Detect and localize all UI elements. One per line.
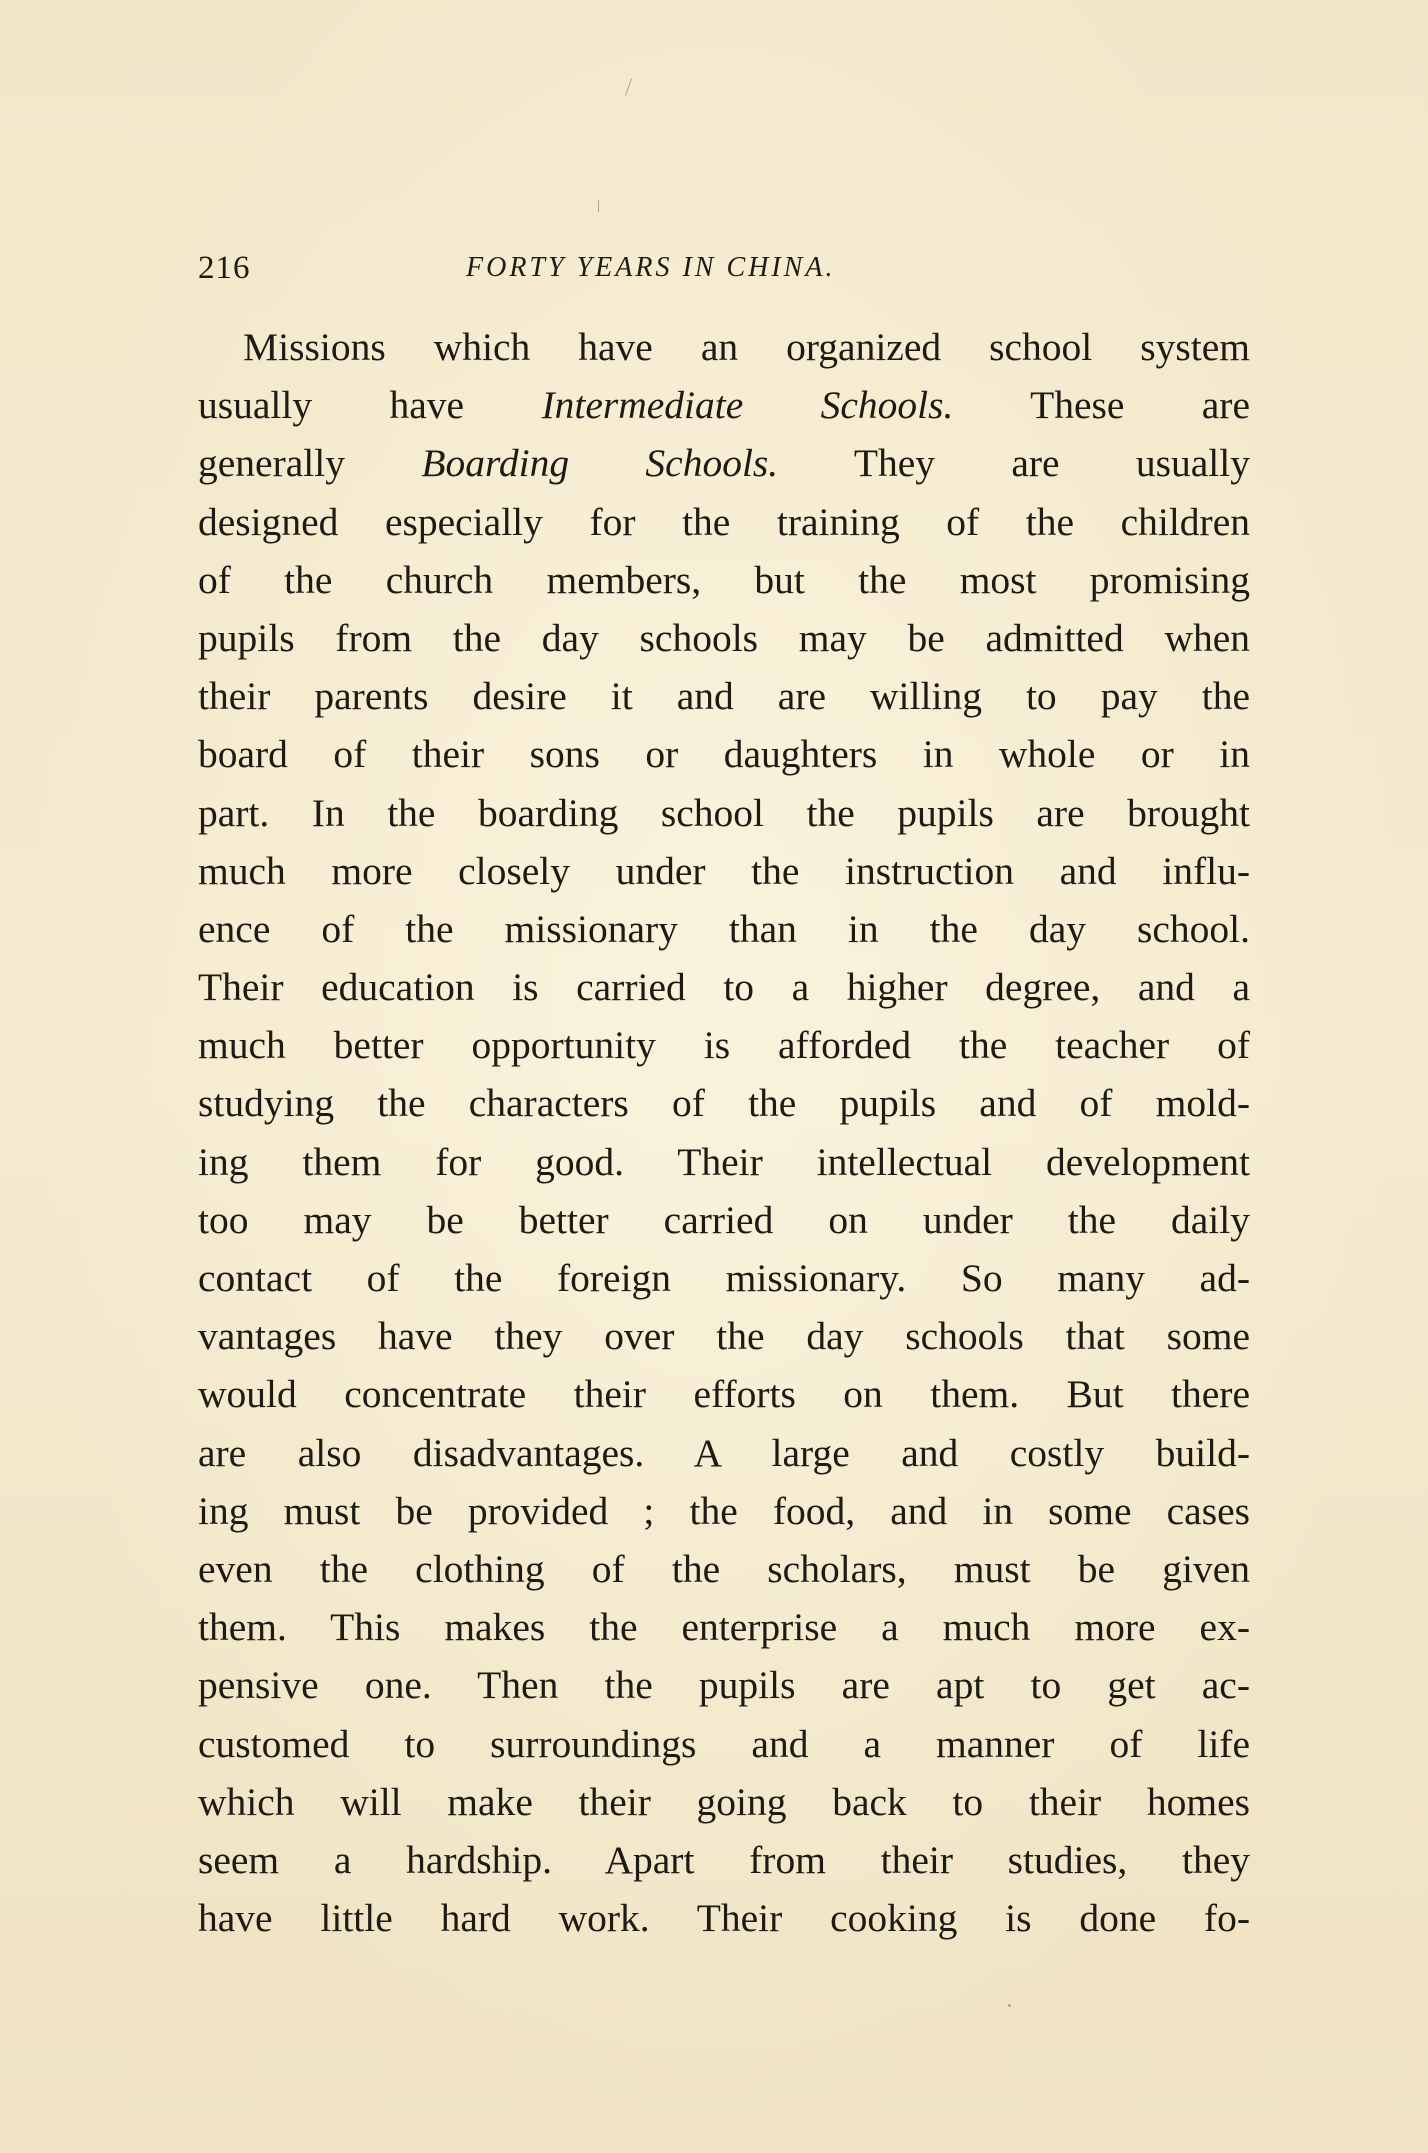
text-line: too may be better carried on under the daily	[198, 1197, 1250, 1242]
text-line: much more closely under the instruction and influ-	[198, 848, 1250, 893]
text-line: board of their sons or daughters in whole or in	[198, 732, 1250, 777]
text-line: seem a hardship. Apart from their studies, they	[198, 1837, 1250, 1882]
text-line: ing must be provided ; the food, and in some cases	[198, 1488, 1250, 1533]
text-line: customed to surroundings and a manner of life	[198, 1721, 1250, 1766]
text-line: their parents desire it and are willing to pay the	[198, 674, 1250, 719]
running-title: FORTY YEARS IN CHINA.	[466, 252, 836, 283]
text-line: Missions which have an organized school system	[243, 325, 1250, 369]
body-text	[198, 318, 1250, 1947]
italic-term: Boarding Schools.	[421, 441, 779, 486]
text-line: are also disadvantages. A large and costly build-	[198, 1430, 1250, 1475]
text-line: which will make their going back to their homes	[198, 1779, 1250, 1824]
text-line: designed especially for the training of the children	[198, 499, 1250, 544]
page-header	[198, 250, 1250, 294]
italic-term: Intermediate Schools.	[541, 383, 954, 428]
text-line: have little hard work. Their cooking is done fo-	[198, 1896, 1250, 1941]
paper-speck	[1008, 2004, 1011, 2007]
text-line: pupils from the day schools may be admitted when	[198, 615, 1250, 660]
text-line: Their education is carried to a higher degree, and a	[198, 965, 1250, 1010]
text-line: pensive one. Then the pupils are apt to get ac-	[198, 1663, 1250, 1708]
text-line: ence of the missionary than in the day school.	[198, 906, 1250, 951]
text-line: generally Boarding Schools. They are usually	[198, 441, 1251, 486]
text-line: vantages have they over the day schools that some	[198, 1314, 1250, 1359]
text-line: of the church members, but the most promising	[198, 557, 1250, 602]
text-line: even the clothing of the scholars, must be given	[198, 1546, 1250, 1591]
text-line: studying the characters of the pupils and of mold-	[198, 1081, 1250, 1126]
text-line: would concentrate their efforts on them. But there	[198, 1372, 1250, 1417]
text-line: them. This makes the enterprise a much more ex-	[198, 1605, 1250, 1650]
text-line: part. In the boarding school the pupils are brought	[198, 790, 1250, 835]
text-line: contact of the foreign missionary. So many ad-	[198, 1256, 1250, 1300]
text-line: usually have Intermediate Schools. These are	[198, 383, 1250, 428]
paper-speck	[598, 200, 599, 212]
page-number: 216	[198, 250, 251, 286]
text-line: ing them for good. Their intellectual development	[198, 1139, 1250, 1184]
paper-speck	[625, 78, 632, 95]
text-line: much better opportunity is afforded the teacher of	[198, 1023, 1250, 1068]
